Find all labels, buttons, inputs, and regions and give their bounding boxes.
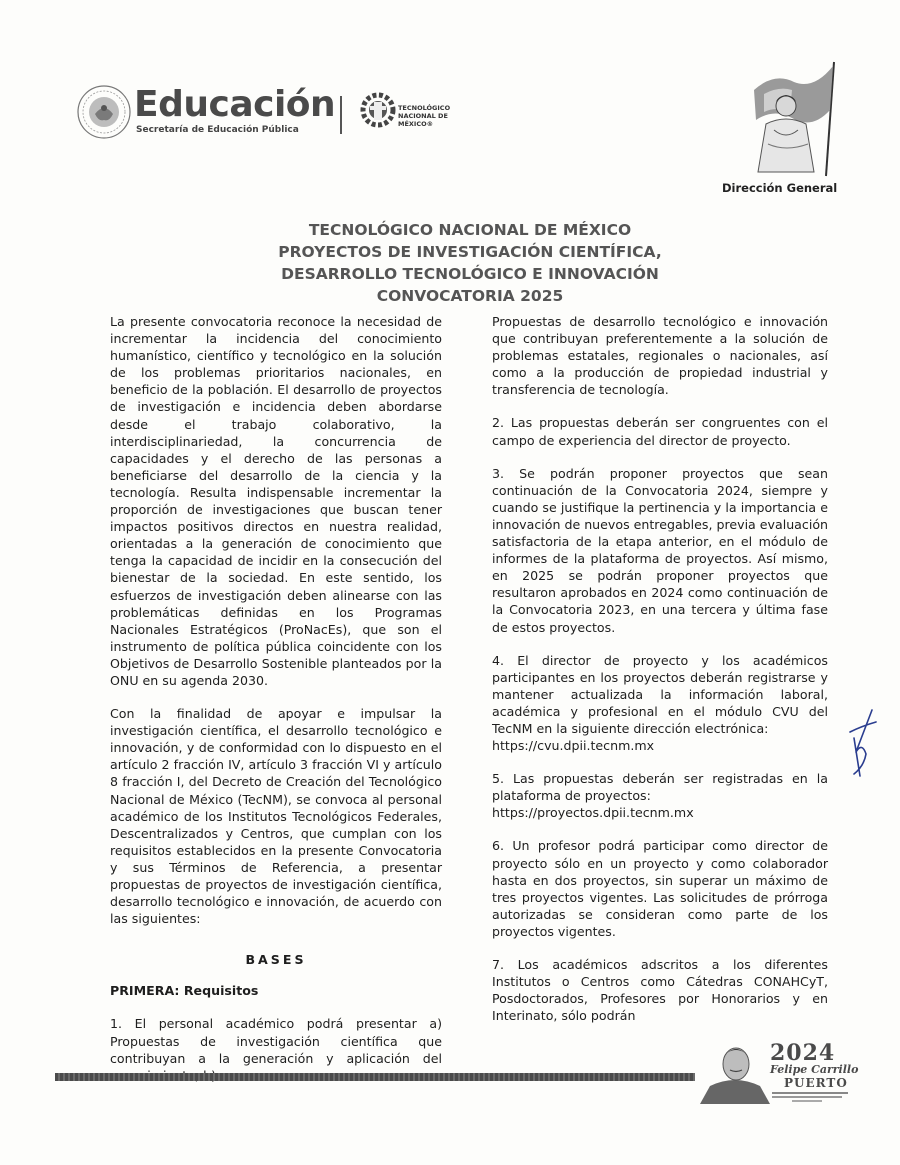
item-4-text: 4. El director de proyecto y los académicos participantes en los proyectos deberán registrarse y mantener actualizada la información laboral, académica y profesional en el módulo CVU del TecNM en la siguiente dirección electrónica: bbox=[492, 652, 828, 736]
title-line-4: CONVOCATORIA 2025 bbox=[376, 287, 564, 305]
woman-with-flag-illustration bbox=[734, 60, 844, 178]
requirement-item-5 bbox=[492, 770, 828, 821]
mexican-coat-of-arms-icon bbox=[76, 84, 132, 140]
requirement-item-3: 3. Se podrán proponer proyectos que sean continuación de la Convocatoria 2024, siempre y cuando se justifique la pertinencia y la importancia e innovación de nuevos entregables, previa evaluación satisfactoria de la etapa anterior, en el módulo de informes de la plataforma de proyectos. Así mismo, en 2025 se podrán proponer proyectos que resultaron aprobados en 2024 como continuación de la Convocatoria 2023, en una tercera y última fase de estos proyectos. bbox=[492, 465, 829, 635]
header-logos bbox=[76, 84, 476, 144]
footer-fine-print bbox=[772, 1090, 852, 1104]
footer-name-line-2: PUERTO bbox=[784, 1076, 848, 1090]
logo-divider bbox=[340, 96, 342, 134]
title-line-3: DESARROLLO TECNOLÓGICO E INNOVACIÓN bbox=[281, 265, 659, 283]
footer-rule bbox=[55, 1073, 695, 1081]
requirement-item-6: 6. Un profesor podrá participar como director de proyecto sólo en un proyecto y como colaborador hasta en dos proyectos, sin superar un máximo de tres proyectos vigentes. Las solicitudes de prórroga autorizadas se consideran como parte de los proyectos vigentes. bbox=[492, 838, 828, 939]
title-line-2: PROYECTOS DE INVESTIGACIÓN CIENTÍFICA, bbox=[278, 243, 662, 261]
footer-year: 2024 bbox=[770, 1040, 836, 1066]
requirement-item-7: 7. Los académicos adscritos a los diferentes Institutos o Centros como Cátedras CONAHCyT, Posdoctorados, Profesores por Honorarios y en Interinato, sólo podrán bbox=[492, 957, 828, 1024]
handwritten-signature-icon bbox=[842, 708, 884, 778]
document-title bbox=[150, 219, 790, 307]
tecnm-gear-logo-icon bbox=[358, 88, 398, 136]
footer-name-line-1: Felipe Carrillo bbox=[770, 1063, 859, 1076]
section-heading-primera: PRIMERA: Requisitos bbox=[110, 983, 259, 999]
requirement-item-1-continued: Propuestas de desarrollo tecnológico e innovación que contribuyan preferentemente a la solución de problemas estatales, regionales o nacionales, así como a la producción de propiedad industrial y transferencia de tecnología. bbox=[492, 314, 828, 398]
item-5-text: 5. Las propuestas deberán ser registradas en la plataforma de proyectos: bbox=[492, 771, 828, 804]
requirement-item-1: 1. El personal académico podrá presentar a) Propuestas de investigación científica que contribuyan a la generación y aplicación del bbox=[110, 1016, 442, 1066]
education-brand: Educación bbox=[134, 84, 336, 125]
projects-url: https://proyectos.dpii.tecnm.mx bbox=[492, 805, 694, 821]
requirement-item-2: 2. Las propuestas deberán ser congruentes con el campo de experiencia del director de proyecto. bbox=[492, 415, 828, 448]
bases-heading: BASES bbox=[245, 952, 307, 968]
requirement-item-4 bbox=[492, 652, 828, 755]
direccion-general-label: Dirección General bbox=[722, 181, 838, 195]
intro-paragraph: La presente convocatoria reconoce la necesidad de incrementar la incidencia del conocimiento humanístico, científico y tecnológico en la solución de los problemas prioritarios nacionales, en beneficio de la población. El desarrollo de proyectos de investigación e incidencia deben abordarse desde el trabajo colaborativo, la interdisciplinariedad, la concurrencia de capacidades y el derecho de las personas a beneficiarse del desarrollo de la ciencia y la tecnología. Resulta indispensable incrementar la proporción de investigaciones que buscan tener impactos positivos directos en nuestra realidad, orientadas a la generación de conocimiento que tenga la capacidad de incidir en la consecución del bienestar de la sociedad. En este sentido, los esfuerzos de investigación deben alinearse con las problemáticas definidas en los Programas Nacionales Estratégicos (ProNacEs), que son el instrumento de política pública coincidente con los Objetivos de Desarrollo Sostenible planteados por la ONU en su agenda 2030. bbox=[110, 314, 442, 688]
cvu-url: https://cvu.dpii.tecnm.mx bbox=[492, 738, 655, 754]
convocation-paragraph: Con la finalidad de apoyar e impulsar la investigación científica, el desarrollo tecnológico e innovación, y de conformidad con lo dispuesto en el artículo 2 fracción IV, artículo 3 fracción VI y artículo 8 fracción I, del Decreto de Creación del Tecnológico Nacional de México (TecNM), se convoca al personal académico de los Institutos Tecnológicos Federales, Descentralizados y Centros, que cumplan con los requisitos establecidos en la presente Convocatoria y sus Términos de Referencia, a presentar propuestas de proyectos de investigación científica, desarrollo tecnológico e innovación, de acuerdo con las siguientes: bbox=[110, 706, 442, 927]
sep-subtitle: Secretaría de Educación Pública bbox=[136, 125, 299, 135]
felipe-carrillo-portrait-icon bbox=[700, 1036, 770, 1104]
right-column bbox=[492, 313, 828, 1040]
left-column bbox=[110, 313, 442, 1100]
title-line-1: TECNOLÓGICO NACIONAL DE MÉXICO bbox=[308, 221, 632, 239]
tecnm-logo-text: TECNOLÓGICO NACIONAL DE MÉXICO® bbox=[398, 104, 451, 128]
